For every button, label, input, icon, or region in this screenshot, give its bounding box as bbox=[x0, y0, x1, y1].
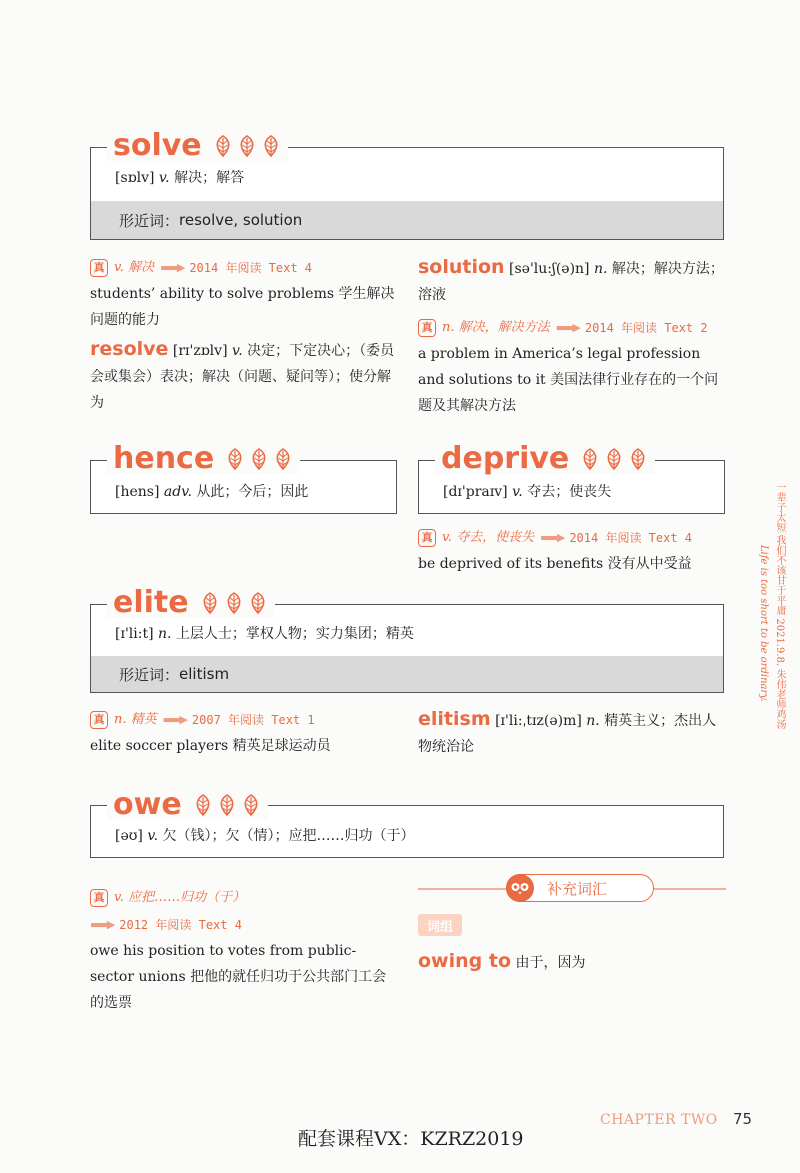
solution-example bbox=[418, 314, 726, 419]
resolve-pos: v. bbox=[231, 343, 243, 359]
elite-phonetic: [ɪ'li:t] bbox=[115, 626, 154, 642]
solution-example-sense: n. 解决，解决方法 bbox=[442, 320, 550, 335]
elite-example bbox=[90, 706, 400, 759]
resolve-entry bbox=[90, 336, 400, 416]
owe-meaning: 欠（钱）；欠（情）；应把……归功（于） bbox=[162, 828, 415, 844]
side-motto-en: Life is too short to be ordinary. bbox=[758, 545, 769, 702]
deprive-phonetic: [dɪ'praɪv] bbox=[443, 484, 508, 500]
real-exam-icon: 真 bbox=[418, 529, 436, 547]
solve-pos: v. bbox=[158, 170, 170, 186]
resolve-word: resolve bbox=[90, 338, 169, 360]
arrow-icon: ▬▬▶ bbox=[555, 321, 579, 334]
owe-example-source-line bbox=[90, 912, 242, 938]
elite-example-source: 2007 年阅读 Text 1 bbox=[191, 713, 315, 727]
owe-example-text: owe his position to votes from public-sector unions 把他的就任归功于公共部门工会的选票 bbox=[90, 943, 387, 1011]
owl-icon bbox=[505, 873, 535, 903]
leaf-icon bbox=[212, 135, 234, 157]
owe-word: owe bbox=[113, 787, 182, 822]
solve-headword bbox=[107, 128, 288, 163]
solve-example-text: students’ ability to solve problems 学生解决问题的能力 bbox=[90, 286, 395, 328]
side-motto-cn: 一辈子太短 我们不该甘于平庸 2021.9.8. 朱伟老师鸡汤 bbox=[774, 482, 785, 730]
supplement-title: 补充词汇 bbox=[547, 879, 608, 898]
leaf-icon bbox=[240, 794, 262, 816]
phrase-word: owing to bbox=[418, 950, 511, 972]
solve-example-tag bbox=[90, 255, 312, 281]
owe-example bbox=[90, 884, 400, 1016]
elitism-entry bbox=[418, 706, 726, 760]
owe-example-source: 2012 年阅读 Text 4 bbox=[119, 918, 242, 932]
deprive-phonetic-line bbox=[443, 481, 611, 501]
phrase-meaning: 由于，因为 bbox=[515, 955, 586, 971]
deprive-headword bbox=[435, 441, 655, 476]
leaf-icon bbox=[627, 448, 649, 470]
leaf-icon bbox=[579, 448, 601, 470]
real-exam-icon: 真 bbox=[90, 259, 108, 277]
deprive-meaning: 夺去；使丧失 bbox=[527, 484, 612, 500]
leaf-icon bbox=[260, 135, 282, 157]
deprive-example-sense: v. 夺去，使丧失 bbox=[442, 530, 535, 545]
phrase-entry bbox=[418, 948, 726, 976]
solve-phonetic: [sɒlv] bbox=[115, 170, 155, 186]
chapter-label: CHAPTER TWO bbox=[600, 1112, 718, 1128]
deprive-example-source: 2014 年阅读 Text 4 bbox=[569, 531, 693, 545]
elite-phonetic-line bbox=[115, 623, 414, 643]
owe-headword bbox=[107, 787, 268, 822]
solution-example-text: a problem in America’s legal profession and solutions to it 美国法律行业存在的一个问题及其解决方法 bbox=[418, 346, 719, 414]
solution-example-tag bbox=[418, 315, 708, 341]
leaf-icon bbox=[247, 592, 269, 614]
real-exam-icon: 真 bbox=[90, 711, 108, 729]
elite-similar-bar bbox=[91, 656, 723, 692]
hence-meaning: 从此；今后；因此 bbox=[196, 484, 309, 500]
watermark: 配套课程VX：KZRZ2019 bbox=[298, 1128, 524, 1150]
solution-phonetic: [sə'lu:ʃ(ə)n] bbox=[509, 261, 590, 277]
owe-phonetic: [əʊ] bbox=[115, 828, 143, 844]
elitism-phonetic: [ɪ'li:ˌtɪz(ə)m] bbox=[495, 713, 582, 729]
hence-headword bbox=[107, 441, 300, 476]
arrow-icon: ▬▬▶ bbox=[162, 713, 186, 726]
solve-meaning: 解决；解答 bbox=[174, 170, 245, 186]
deprive-example-tag bbox=[418, 525, 692, 551]
real-exam-icon: 真 bbox=[90, 889, 108, 907]
elite-example-text: elite soccer players 精英足球运动员 bbox=[90, 738, 331, 754]
solve-example bbox=[90, 254, 400, 333]
solution-pos: n. bbox=[593, 261, 608, 277]
deprive-word: deprive bbox=[441, 441, 570, 476]
leaf-icon bbox=[199, 592, 221, 614]
hence-phonetic: [hens] bbox=[115, 484, 160, 500]
phrase-badge bbox=[418, 914, 462, 936]
arrow-icon: ▬▬▶ bbox=[540, 531, 564, 544]
elitism-pos: n. bbox=[586, 713, 600, 729]
arrow-icon: ▬▬▶ bbox=[160, 261, 184, 274]
owe-phonetic-line bbox=[115, 825, 415, 845]
elite-similar-label: 形近词： bbox=[119, 665, 180, 684]
elite-example-sense: n. 精英 bbox=[114, 712, 157, 727]
leaf-icon bbox=[192, 794, 214, 816]
leaf-icon bbox=[248, 448, 270, 470]
owe-example-tag bbox=[90, 885, 245, 911]
leaf-icon bbox=[224, 448, 246, 470]
owe-pos: v. bbox=[147, 828, 159, 844]
solve-phonetic-line bbox=[115, 167, 244, 187]
deprive-pos: v. bbox=[512, 484, 523, 500]
elitism-meaning: 精英主义；杰出人物统治论 bbox=[418, 713, 717, 755]
phrase-badge-label: 词组 bbox=[426, 919, 453, 935]
elite-word: elite bbox=[113, 585, 189, 620]
hence-pos: adv. bbox=[163, 484, 192, 500]
solve-similar-bar bbox=[91, 201, 723, 239]
leaf-icon bbox=[223, 592, 245, 614]
solution-example-source: 2014 年阅读 Text 2 bbox=[584, 321, 708, 335]
owe-example-sense: v. 应把……归功（于） bbox=[114, 890, 246, 905]
leaf-icon bbox=[216, 794, 238, 816]
real-exam-icon: 真 bbox=[418, 319, 436, 337]
solution-entry bbox=[418, 254, 726, 308]
elite-example-tag bbox=[90, 707, 315, 733]
solution-meaning: 解决；解决方法；溶液 bbox=[418, 261, 724, 303]
leaf-icon bbox=[603, 448, 625, 470]
elite-meaning: 上层人士；掌权人物；实力集团；精英 bbox=[175, 626, 414, 642]
hence-word: hence bbox=[113, 441, 215, 476]
solution-word: solution bbox=[418, 256, 505, 278]
leaf-icon bbox=[272, 448, 294, 470]
page-number: 75 bbox=[733, 1110, 753, 1128]
elite-headword bbox=[107, 585, 275, 620]
elite-similar-words: elitism bbox=[179, 665, 230, 683]
solve-example-sense: v. 解决 bbox=[114, 260, 155, 275]
resolve-phonetic: [rɪ'zɒlv] bbox=[172, 343, 228, 359]
deprive-example bbox=[418, 524, 726, 577]
elitism-word: elitism bbox=[418, 708, 491, 730]
resolve-meaning: 决定；下定决心；（委员会或集会）表决；解决（问题、疑问等）；使分解为 bbox=[90, 343, 395, 411]
solve-example-source: 2014 年阅读 Text 4 bbox=[189, 261, 313, 275]
solve-word: solve bbox=[113, 128, 202, 163]
hence-phonetic-line bbox=[115, 481, 308, 501]
deprive-example-text: be deprived of its benefits 没有从中受益 bbox=[418, 556, 692, 572]
solve-similar-words: resolve, solution bbox=[179, 211, 303, 229]
arrow-icon: ▬▬▶ bbox=[90, 918, 114, 931]
leaf-icon bbox=[236, 135, 258, 157]
supplement-header bbox=[418, 874, 726, 904]
solve-similar-label: 形近词： bbox=[119, 211, 180, 230]
elite-pos: n. bbox=[158, 626, 172, 642]
